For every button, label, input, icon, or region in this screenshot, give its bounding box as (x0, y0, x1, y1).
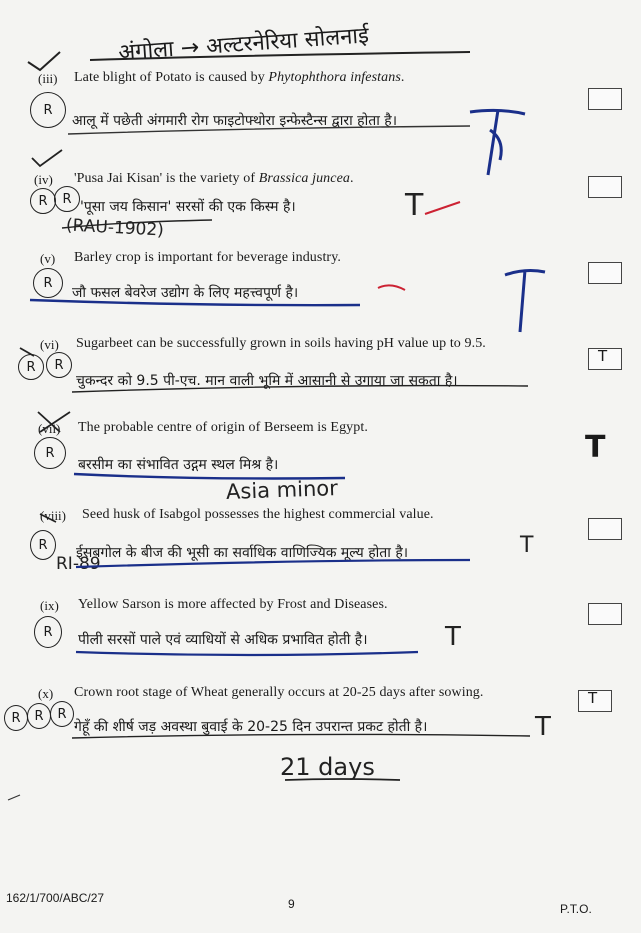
pto-label: P.T.O. (560, 902, 592, 916)
paper-code: 162/1/700/ABC/27 (6, 891, 105, 905)
question-number: (ix) (40, 598, 59, 613)
question-hindi: आलू में पछेती अंगमारी रोग फाइटोफ्थोरा इन्फेस्टैन्स द्वारा होता है। (72, 113, 398, 129)
handwritten-true-mark: T (520, 533, 534, 558)
question-english: Seed husk of Isabgol possesses the highest commercial value. (82, 507, 434, 522)
question-english: Sugarbeet can be successfully grown in soils having pH value up to 9.5. (76, 336, 486, 351)
question-english: 'Pusa Jai Kisan' is the variety of Brassica juncea. (74, 171, 354, 186)
handwritten-r-circle: R (4, 705, 28, 731)
handwritten-r-circle: R (30, 188, 56, 214)
handwritten-variety-note: RI-89 (56, 554, 101, 574)
handwritten-true-mark: T (535, 712, 551, 742)
handwritten-r-circle: R (33, 268, 63, 298)
handwritten-r-circle: R (34, 437, 66, 469)
handwritten-r-circle: R (46, 352, 72, 378)
question-hindi: ईसबगोल के बीज की भूसी का सर्वाधिक वाणिज्यिक मूल्य होता है। (76, 545, 409, 561)
handwritten-true-mark: T (445, 622, 461, 652)
handwritten-correction-note: 21 days (280, 753, 375, 781)
box-mark: T (585, 430, 606, 465)
box-mark: T (598, 347, 608, 365)
handwritten-r-circle: R (18, 354, 44, 380)
question-number: (iii) (38, 71, 58, 86)
page-number: 9 (288, 897, 295, 911)
question-hindi: बरसीम का संभावित उद्गम स्थल मिश्र है। (78, 457, 279, 473)
question-number: (vi) (40, 337, 59, 352)
question-hindi: गेहूँ की शीर्ष जड़ अवस्था बुवाई के 20-25 दिन उपरान्त प्रकट होती है। (74, 719, 428, 735)
question-number: (viii) (40, 508, 66, 523)
question-number: (v) (40, 251, 56, 266)
question-english: Late blight of Potato is caused by Phytophthora infestans. (74, 70, 405, 85)
handwritten-true-mark: T (405, 188, 424, 223)
question-hindi: जौ फसल बेवरेज उद्योग के लिए महत्त्वपूर्ण है। (72, 285, 299, 301)
question-hindi: चुकन्दर को 9.5 पी-एच. मान वाली भूमि में आसानी से उगाया जा सकता है। (76, 373, 458, 389)
question-english: Yellow Sarson is more affected by Frost and Diseases. (78, 597, 388, 612)
question-english: The probable centre of origin of Berseem is Egypt. (78, 420, 368, 435)
handwritten-variety-note: (RAU-1902) (65, 215, 165, 241)
question-number: (x) (38, 686, 54, 701)
handwritten-r-circle: R (30, 530, 56, 560)
handwritten-r-circle: R (34, 616, 62, 648)
question-english: Barley crop is important for beverage industry. (74, 250, 341, 265)
question-number: (iv) (34, 172, 53, 187)
handwritten-r-circle: R (27, 703, 51, 729)
question-hindi: 'पूसा जय किसान' सरसों की एक किस्म है। (80, 199, 296, 215)
question-hindi: पीली सरसों पाले एवं व्याधियों से अधिक प्रभावित होती है। (78, 632, 368, 648)
handwritten-r-circle: R (50, 701, 74, 727)
handwritten-correction-note: Asia minor (225, 476, 339, 504)
question-number: (vii) (38, 421, 61, 436)
handwritten-header-note: अंगोला → अल्टरनेरिया सोलनाई (117, 23, 370, 66)
box-mark: T (588, 689, 598, 707)
handwritten-r-circle: R (30, 92, 66, 128)
handwritten-r-circle: R (54, 186, 80, 212)
question-english: Crown root stage of Wheat generally occurs at 20-25 days after sowing. (74, 685, 484, 700)
